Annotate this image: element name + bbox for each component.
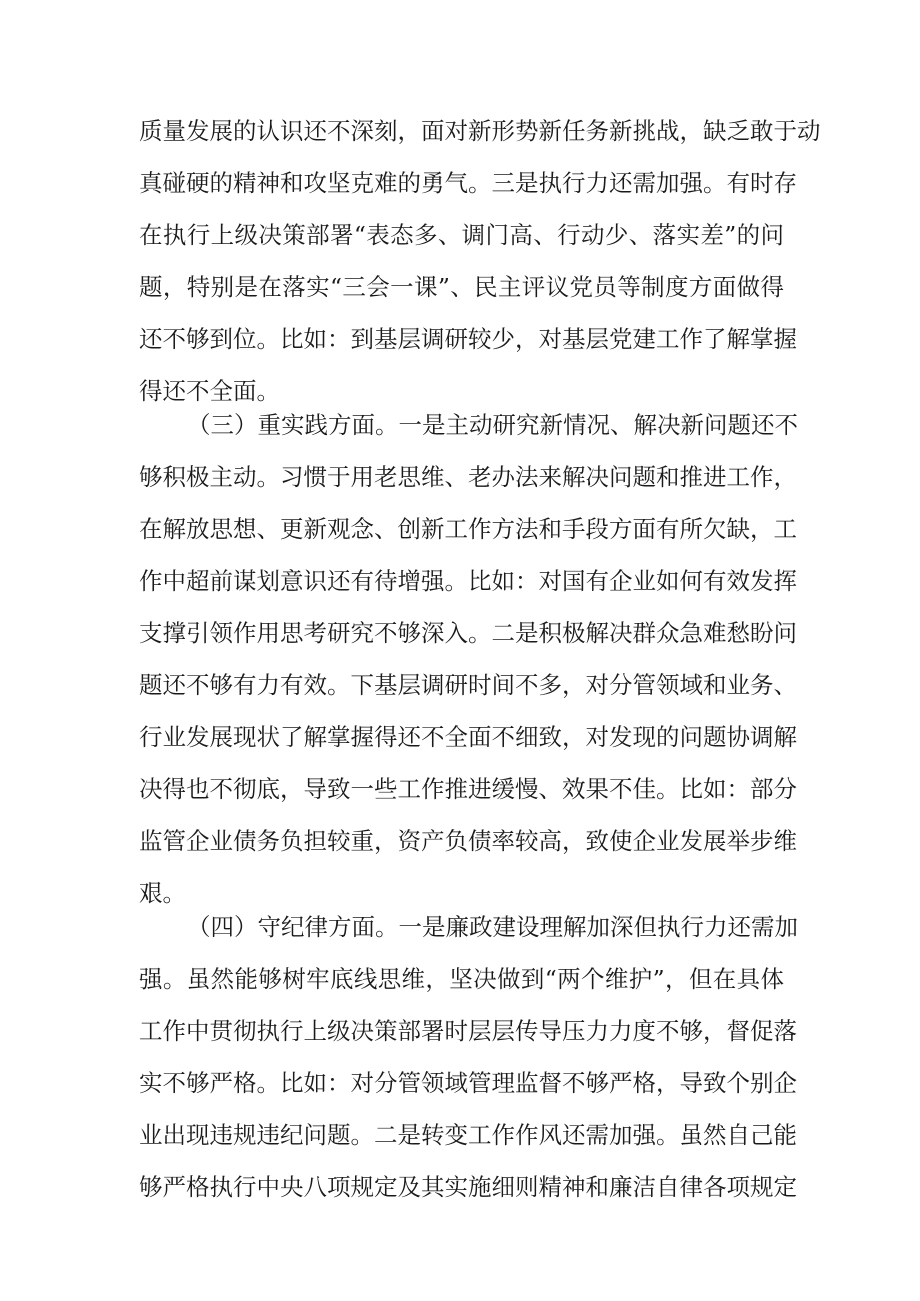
text-line: （四）守纪律方面。一是廉政建设理解加深但执行力还需加 <box>187 913 798 941</box>
text-line: 实不够严格。比如：对分管领域管理监督不够严格，导致个别企 <box>139 1069 797 1097</box>
text-line: 作中超前谋划意识还有待增强。比如：对国有企业如何有效发挥 <box>139 567 797 595</box>
text-line: 够严格执行中央八项规定及其实施细则精神和廉洁自律各项规定 <box>139 1173 797 1201</box>
text-line: 在执行上级决策部署“表态多、调门高、行动少、落实差”的问 <box>139 221 784 249</box>
text-line: 业出现违规违纪问题。二是转变工作作风还需加强。虽然自己能 <box>139 1121 797 1149</box>
text-line: 支撑引领作用思考研究不够深入。二是积极解决群众急难愁盼问 <box>139 619 797 647</box>
text-line: 够积极主动。习惯于用老思维、老办法来解决问题和推进工作， <box>139 463 797 491</box>
text-line: 艰。 <box>139 879 186 907</box>
text-line: 真碰硬的精神和攻坚克难的勇气。三是执行力还需加强。有时存 <box>139 169 797 197</box>
text-line: 题还不够有力有效。下基层调研时间不多，对分管领域和业务、 <box>139 671 797 699</box>
text-line: 题，特别是在落实“三会一课”、民主评议党员等制度方面做得 <box>139 273 784 301</box>
text-line: 行业发展现状了解掌握得还不全面不细致，对发现的问题协调解 <box>139 723 797 751</box>
text-line: 还不够到位。比如：到基层调研较少，对基层党建工作了解掌握 <box>139 325 797 353</box>
text-line: 决得也不彻底，导致一些工作推进缓慢、效果不佳。比如：部分 <box>139 775 797 803</box>
text-line: 监管企业债务负担较重，资产负债率较高，致使企业发展举步维 <box>139 827 797 855</box>
text-line: 在解放思想、更新观念、创新工作方法和手段方面有所欠缺，工 <box>139 515 797 543</box>
text-line: 得还不全面。 <box>139 377 280 405</box>
text-line: 工作中贯彻执行上级决策部署时层层传导压力力度不够，督促落 <box>139 1017 797 1045</box>
text-line: 强。虽然能够树牢底线思维，坚决做到“两个维护”，但在具体 <box>139 965 784 993</box>
text-line: （三）重实践方面。一是主动研究新情况、解决新问题还不 <box>187 411 798 439</box>
text-line: 质量发展的认识还不深刻，面对新形势新任务新挑战，缺乏敢于动 <box>139 117 821 145</box>
